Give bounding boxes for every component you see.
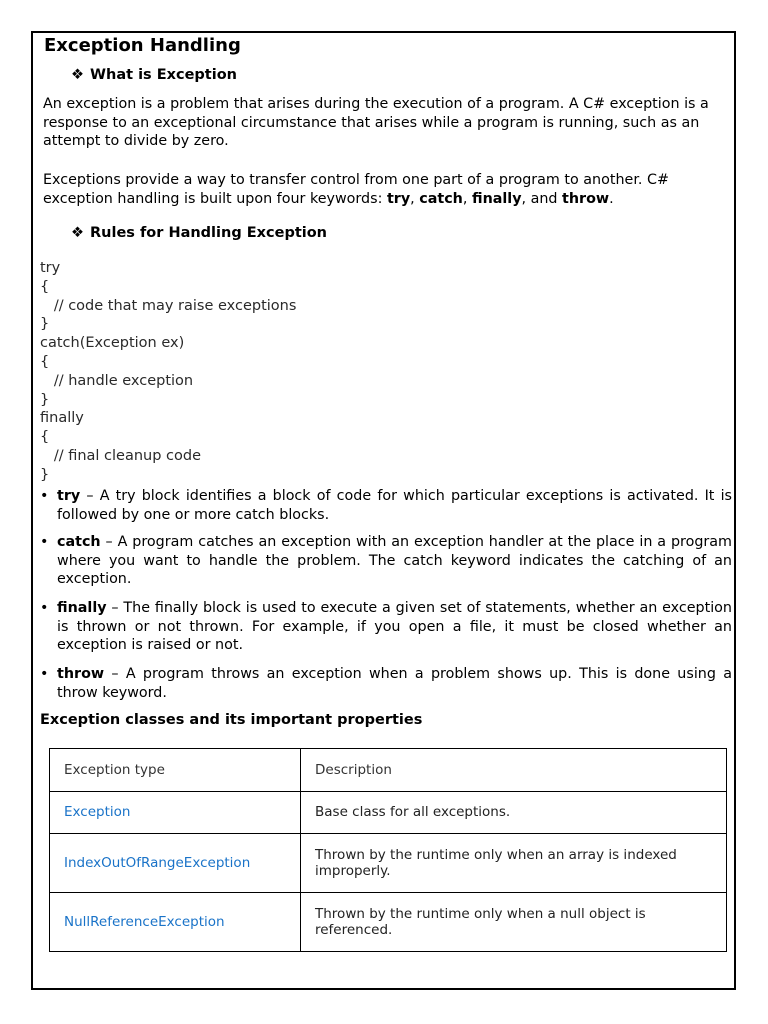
list-term: finally [57, 600, 107, 616]
table-row [50, 893, 727, 952]
exception-type-link[interactable]: IndexOutOfRangeException [50, 834, 301, 893]
code-line: { [40, 278, 50, 295]
section-heading-classes: Exception classes and its important properties [40, 712, 423, 728]
bullet-dot-icon: • [40, 534, 49, 550]
document-page [31, 31, 736, 990]
bullet-dot-icon: • [40, 666, 49, 682]
keyword-try: try [386, 190, 411, 207]
list-item [40, 533, 732, 589]
keyword-throw: throw [562, 190, 610, 207]
code-line: } [40, 466, 50, 483]
exception-type-link[interactable]: Exception [50, 792, 301, 834]
list-description: – The finally block is used to execute a given set of statements, whether an exception is thrown or not thrown. For example, if you open a file, it must be closed whether an exception is raised or not. [57, 600, 732, 653]
list-description: – A try block identifies a block of code for which particular exceptions is activated. It is followed by one or more catch blocks. [57, 488, 732, 523]
code-line: } [40, 391, 50, 408]
code-line: finally [40, 410, 84, 427]
list-term: catch [57, 534, 101, 550]
code-line: } [40, 316, 50, 333]
diamond-bullet-icon: ❖ [71, 225, 84, 241]
list-item [40, 599, 732, 655]
table-row [50, 834, 727, 893]
list-description: – A program throws an exception when a problem shows up. This is done using a throw keyword. [57, 666, 732, 701]
paragraph-keywords-text: Exceptions provide a way to transfer control from one part of a program to another. C# exception handling is built upon four keywords: [43, 172, 669, 207]
period: . [609, 190, 614, 207]
separator: , and [521, 190, 563, 207]
diamond-bullet-icon: ❖ [71, 67, 84, 83]
column-header-type: Exception type [50, 749, 301, 792]
bullet-dot-icon: • [40, 600, 49, 616]
separator: , [410, 190, 420, 207]
list-term: throw [57, 666, 105, 682]
page-title: Exception Handling [44, 35, 241, 56]
code-line: // code that may raise exceptions [40, 297, 297, 314]
code-block [40, 259, 296, 485]
code-line: // handle exception [40, 372, 194, 389]
code-line: { [40, 353, 50, 370]
separator: , [462, 190, 472, 207]
heading-what-is-exception [71, 67, 237, 83]
list-term: try [57, 488, 81, 504]
list-item [40, 665, 732, 702]
table-header-row [50, 749, 727, 792]
list-item [40, 487, 732, 524]
bullet-dot-icon: • [40, 488, 49, 504]
keyword-catch: catch [419, 190, 463, 207]
heading-text: Rules for Handling Exception [90, 225, 328, 241]
code-line: { [40, 429, 50, 446]
code-line: catch(Exception ex) [40, 335, 185, 352]
table-row [50, 792, 727, 834]
exception-description: Base class for all exceptions. [301, 792, 727, 834]
exception-classes-table [49, 748, 727, 952]
code-line: try [40, 260, 61, 276]
exception-type-link[interactable]: NullReferenceException [50, 893, 301, 952]
heading-rules [71, 225, 327, 241]
exception-description: Thrown by the runtime only when an array is indexed improperly. [301, 834, 727, 893]
list-description: – A program catches an exception with an exception handler at the place in a program where you want to handle the problem. The catch keyword indicates the catching of an exception. [57, 534, 732, 587]
heading-text: What is Exception [90, 67, 237, 83]
exception-description: Thrown by the runtime only when a null object is referenced. [301, 893, 727, 952]
code-line: // final cleanup code [40, 447, 202, 464]
paragraph-definition: An exception is a problem that arises during the execution of a program. A C# exception is a response to an exceptional circumstance that arises while a program is running, such as an attempt to divide by zero. [43, 96, 709, 149]
paragraph-keywords [43, 171, 731, 208]
column-header-description: Description [301, 749, 727, 792]
keyword-finally: finally [471, 190, 522, 207]
